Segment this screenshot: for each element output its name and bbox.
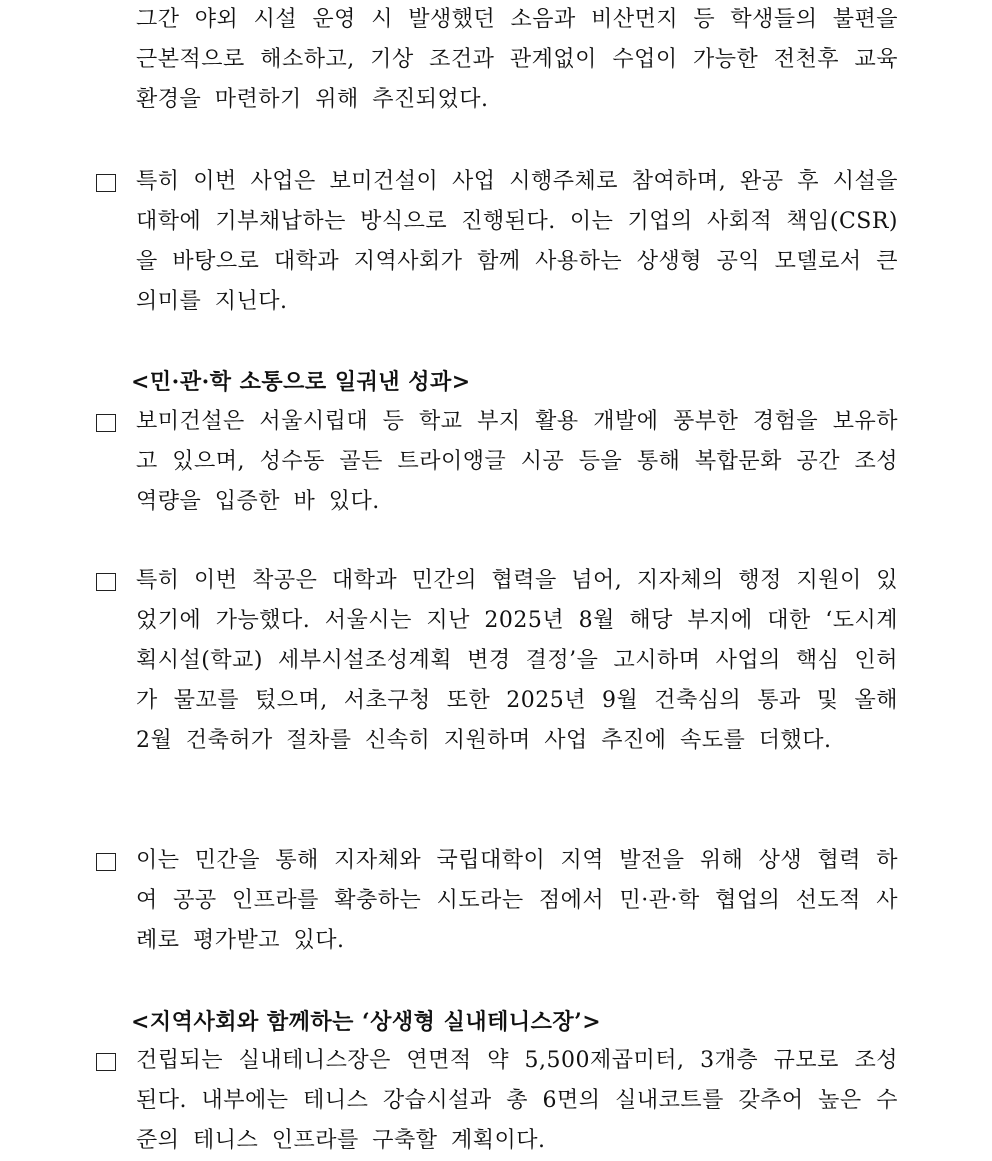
checkbox-bullet-icon bbox=[96, 1053, 116, 1071]
paragraph-text: 그간 야외 시설 운영 시 발생했던 소음과 비산먼지 등 학생들의 불편을 근본적으로 해소하고, 기상 조건과 관계없이 수업이 가능한 전천후 교육 환경을 마련하기 위해 추진되었다. bbox=[136, 7, 898, 112]
paragraph-text: 특히 이번 착공은 대학과 민간의 협력을 넘어, 지자체의 행정 지원이 있었기에 가능했다. 서울시는 지난 2025년 8월 해당 부지에 대한 ‘도시계획시설(학교) 세부시설조성계획 변경 결정’을 고시하며 사업의 핵심 인허가 물꼬를 텄으며, 서초구청 또한 2025년 9월 건축심의 통과 및 올해 2월 건축허가 절차를 신속히 지원하며 사업 추진에 속도를 더했다. bbox=[136, 568, 898, 753]
section-heading-tennis-center: <지역사회와 함께하는 ‘상생형 실내테니스장’> bbox=[131, 1009, 602, 1035]
paragraph-government-support bbox=[96, 561, 898, 761]
paragraph-collaboration-model bbox=[96, 841, 898, 961]
paragraph-text: 이는 민간을 통해 지자체와 국립대학이 지역 발전을 위해 상생 협력 하여 공공 인프라를 확충하는 시도라는 점에서 민·관·학 협업의 선도적 사례로 평가받고 있다. bbox=[136, 848, 898, 953]
paragraph-text: 보미건설은 서울시립대 등 학교 부지 활용 개발에 풍부한 경험을 보유하고 있으며, 성수동 골든 트라이앵글 시공 등을 통해 복합문화 공간 조성 역량을 입증한 바 있다. bbox=[136, 409, 898, 514]
checkbox-bullet-icon bbox=[96, 174, 116, 192]
paragraph-bomi-experience bbox=[96, 402, 898, 522]
checkbox-bullet-icon bbox=[96, 573, 116, 591]
paragraph-tennis-facility bbox=[96, 1041, 898, 1161]
checkbox-bullet-icon bbox=[96, 414, 116, 432]
paragraph-text: 건립되는 실내테니스장은 연면적 약 5,500제곱미터, 3개층 규모로 조성된다. 내부에는 테니스 강습시설과 총 6면의 실내코트를 갖추어 높은 수준의 테니스 인프라를 구축할 계획이다. bbox=[136, 1048, 898, 1153]
section-heading-achievements: <민·관·학 소통으로 일궈낸 성과> bbox=[131, 369, 471, 395]
paragraph-text: 특히 이번 사업은 보미건설이 사업 시행주체로 참여하며, 완공 후 시설을 대학에 기부채납하는 방식으로 진행된다. 이는 기업의 사회적 책임(CSR)을 바탕으로 대학과 지역사회가 함께 사용하는 상생형 공익 모델로서 큰 의미를 지닌다. bbox=[136, 169, 898, 314]
checkbox-bullet-icon bbox=[96, 853, 116, 871]
paragraph-intro-continuation bbox=[96, 0, 898, 120]
paragraph-business-structure bbox=[96, 162, 898, 322]
